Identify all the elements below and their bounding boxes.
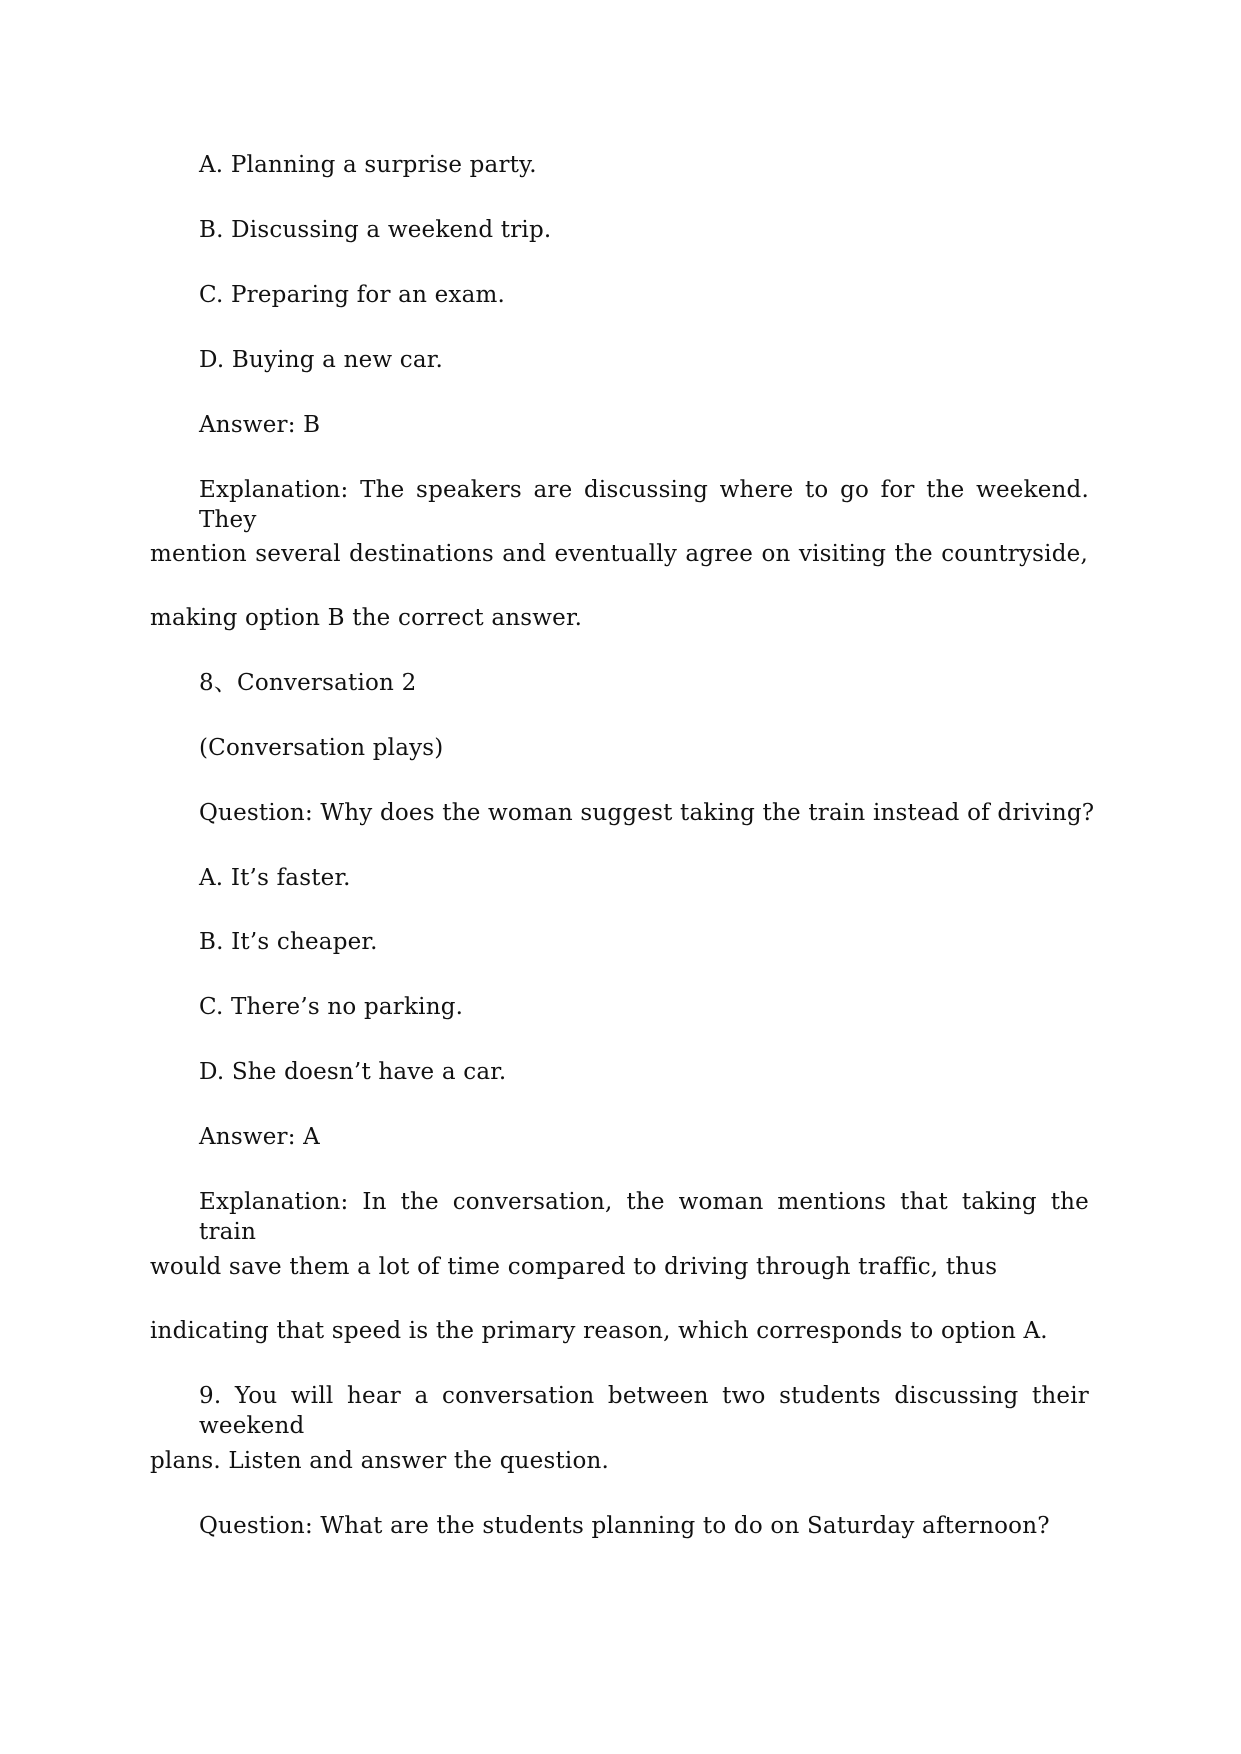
explanation-line: making option B the correct answer.: [150, 605, 583, 631]
stage-direction-line: (Conversation plays): [199, 735, 444, 761]
question-prompt-line: plans. Listen and answer the question.: [150, 1448, 610, 1474]
option-d-line: D. Buying a new car.: [199, 347, 443, 373]
explanation-line: would save them a lot of time compared to driving through traffic, thus: [150, 1254, 998, 1280]
option-d-line: D. She doesn’t have a car.: [199, 1059, 507, 1085]
option-b-line: B. Discussing a weekend trip.: [199, 217, 552, 243]
question-line: Question: What are the students planning to do on Saturday afternoon?: [199, 1513, 1050, 1539]
answer-line: Answer: A: [199, 1124, 320, 1150]
explanation-line: Explanation: In the conversation, the woman mentions that taking the train: [199, 1189, 1089, 1245]
answer-line: Answer: B: [199, 412, 321, 438]
question-number-heading: 8、Conversation 2: [199, 670, 417, 696]
option-c-line: C. There’s no parking.: [199, 994, 464, 1020]
explanation-line: indicating that speed is the primary reason, which corresponds to option A.: [150, 1318, 1048, 1344]
explanation-line: mention several destinations and eventually agree on visiting the countryside,: [150, 541, 1088, 567]
question-line: Question: Why does the woman suggest taking the train instead of driving?: [199, 800, 1095, 826]
option-c-line: C. Preparing for an exam.: [199, 282, 506, 308]
option-b-line: B. It’s cheaper.: [199, 929, 378, 955]
explanation-line: Explanation: The speakers are discussing where to go for the weekend. They: [199, 477, 1089, 533]
option-a-line: A. Planning a surprise party.: [199, 152, 537, 178]
question-prompt-line: 9. You will hear a conversation between two students discussing their weekend: [199, 1383, 1089, 1439]
option-a-line: A. It’s faster.: [199, 865, 351, 891]
